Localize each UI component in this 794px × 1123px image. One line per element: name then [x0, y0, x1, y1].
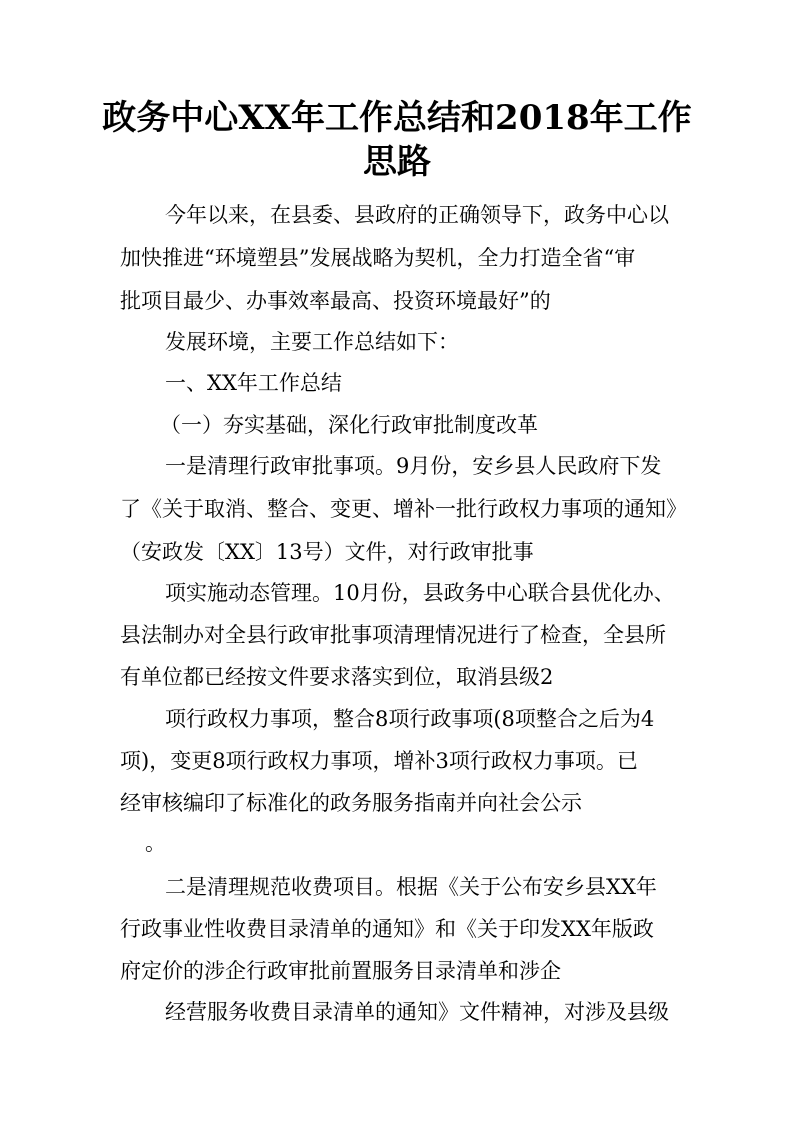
- body-line-9: （安政发〔XX〕13号）文件，对行政审批事: [120, 540, 534, 564]
- document-title-line-1: 政务中心XX年工作总结和2018年工作: [102, 98, 692, 138]
- body-line-7: 一是清理行政审批事项。9月份，安乡县人民政府下发: [165, 454, 662, 478]
- body-line-11: 县法制办对全县行政审批事项清理情况进行了检查，全县所: [120, 623, 666, 647]
- body-line-1: 今年以来，在县委、县政府的正确领导下，政务中心以: [165, 203, 669, 227]
- body-line-17: 二是清理规范收费项目。根据《关于公布安乡县XX年: [165, 875, 657, 899]
- body-line-18: 行政事业性收费目录清单的通知》和《关于印发XX年版政: [120, 917, 654, 941]
- body-line-4: 发展环境，主要工作总结如下：: [165, 330, 459, 354]
- body-line-16: 。: [145, 831, 166, 855]
- body-line-8: 了《关于取消、整合、变更、增补一批行政权力事项的通知》: [120, 497, 687, 521]
- body-line-19: 府定价的涉企行政审批前置服务目录清单和涉企: [120, 959, 561, 983]
- document-title-line-2: 思路: [363, 142, 431, 182]
- body-line-15: 经审核编印了标准化的政务服务指南并向社会公示: [120, 791, 582, 815]
- subsection-heading-1: （一）夯实基础，深化行政审批制度改革: [160, 413, 538, 437]
- section-heading-1: 一、XX年工作总结: [165, 371, 342, 395]
- body-line-3: 批项目最少、办事效率最高、投资环境最好”的: [120, 289, 551, 313]
- body-line-12: 有单位都已经按文件要求落实到位，取消县级2: [120, 665, 554, 689]
- body-line-2: 加快推进“环境塑县”发展战略为契机，全力打造全省“审: [120, 246, 636, 270]
- body-line-14: 项)，变更8项行政权力事项，增补3项行政权力事项。已: [120, 749, 638, 773]
- body-line-10: 项实施动态管理。10月份，县政务中心联合县优化办、: [165, 581, 675, 605]
- body-line-20: 经营服务收费目录清单的通知》文件精神，对涉及县级: [165, 1000, 669, 1024]
- body-line-13: 项行政权力事项，整合8项行政事项(8项整合之后为4: [165, 707, 655, 731]
